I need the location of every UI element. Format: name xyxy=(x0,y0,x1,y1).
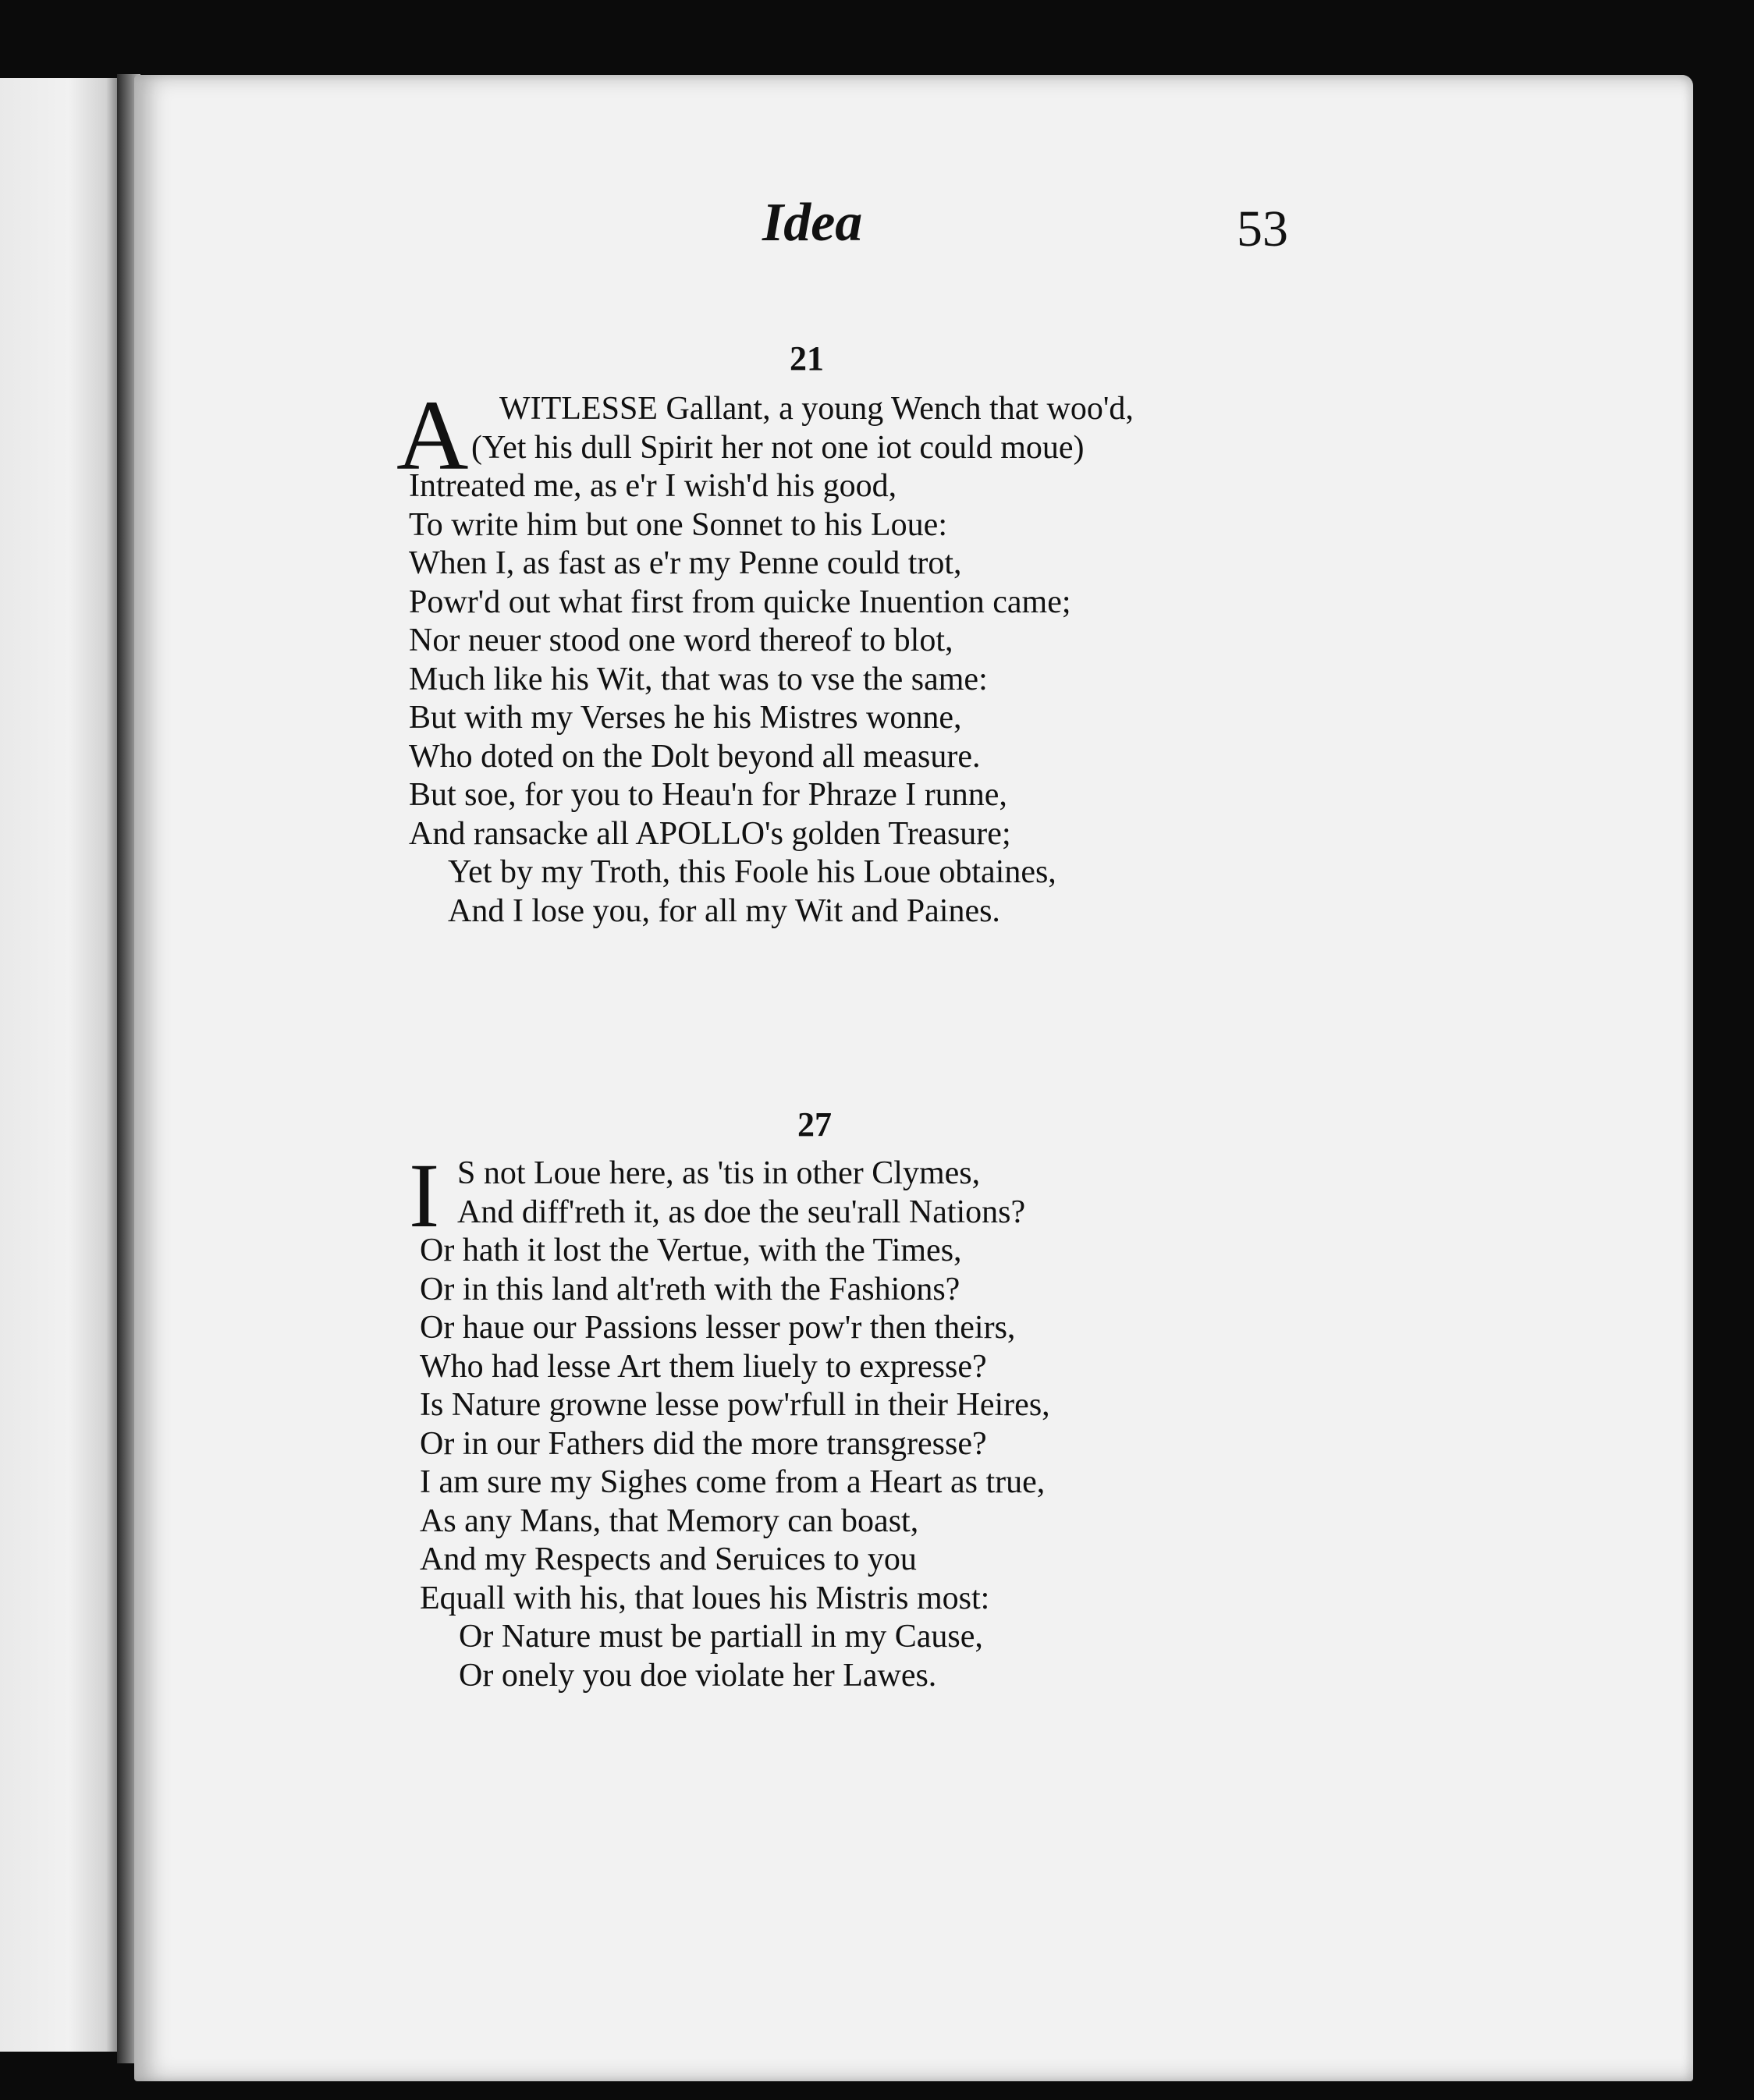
poem-line: Yet by my Troth, this Foole his Loue obtaines, xyxy=(448,854,1056,890)
sonnet-21-text xyxy=(396,380,1134,931)
poem-line: Or in this land alt'reth with the Fashions? xyxy=(420,1271,960,1307)
page-content xyxy=(134,75,1693,2081)
sonnet-number: 21 xyxy=(790,339,824,378)
poem-line: Who had lesse Art them liuely to expresse? xyxy=(420,1348,987,1385)
poem-line: And diff'reth it, as doe the seu'rall Nations? xyxy=(457,1194,1026,1230)
poem-line: To write him but one Sonnet to his Loue: xyxy=(409,506,947,543)
poem-line: Or Nature must be partiall in my Cause, xyxy=(459,1619,983,1655)
poem-line: And my Respects and Seruices to you xyxy=(420,1541,917,1577)
poem-line: I am sure my Sighes come from a Heart as true, xyxy=(420,1464,1046,1500)
poem-line: Intreated me, as e'r I wish'd his good, xyxy=(409,468,897,504)
poem-line: Or onely you doe violate her Lawes. xyxy=(459,1657,937,1694)
poem-line: When I, as fast as e'r my Penne could trot, xyxy=(409,545,962,581)
poem-line: Equall with his, that loues his Mistris most: xyxy=(420,1580,990,1616)
poem-line: But soe, for you to Heau'n for Phraze I runne, xyxy=(409,777,1007,813)
poem-line: And ransacke all APOLLO's golden Treasure; xyxy=(409,815,1011,852)
poem-line: Nor neuer stood one word thereof to blot, xyxy=(409,623,953,658)
poem-line: S not Loue here, as 'tis in other Clymes, xyxy=(457,1155,981,1191)
poem-line: Or hath it lost the Vertue, with the Times, xyxy=(420,1233,962,1268)
drop-cap: A xyxy=(396,380,469,491)
poem-line: (Yet his dull Spirit her not one iot could moue) xyxy=(471,429,1085,466)
poem-line: But with my Verses he his Mistres wonne, xyxy=(409,700,962,736)
poem-line: WITLESSE Gallant, a young Wench that woo'd, xyxy=(499,391,1134,427)
sonnet-number: 27 xyxy=(797,1105,832,1144)
book-page xyxy=(134,75,1693,2081)
poem-line: As any Mans, that Memory can boast, xyxy=(420,1502,919,1539)
poem-line: Much like his Wit, that was to vse the same: xyxy=(409,661,988,697)
sonnet-27-text xyxy=(409,1144,1050,1695)
poem-line: Or haue our Passions lesser pow'r then theirs, xyxy=(420,1310,1016,1346)
page-number: 53 xyxy=(1237,200,1288,257)
poem-line: Is Nature growne lesse pow'rfull in their Heires, xyxy=(420,1387,1050,1423)
left-facing-page-edge xyxy=(0,78,125,2052)
running-title: Idea xyxy=(762,193,863,253)
drop-cap: I xyxy=(409,1144,440,1247)
poem-line: Powr'd out what first from quicke Inuention came; xyxy=(409,584,1071,620)
poem-line: Or in our Fathers did the more transgresse? xyxy=(420,1425,987,1462)
poem-line: And I lose you, for all my Wit and Paines. xyxy=(448,892,1000,929)
poem-line: Who doted on the Dolt beyond all measure. xyxy=(409,738,981,775)
